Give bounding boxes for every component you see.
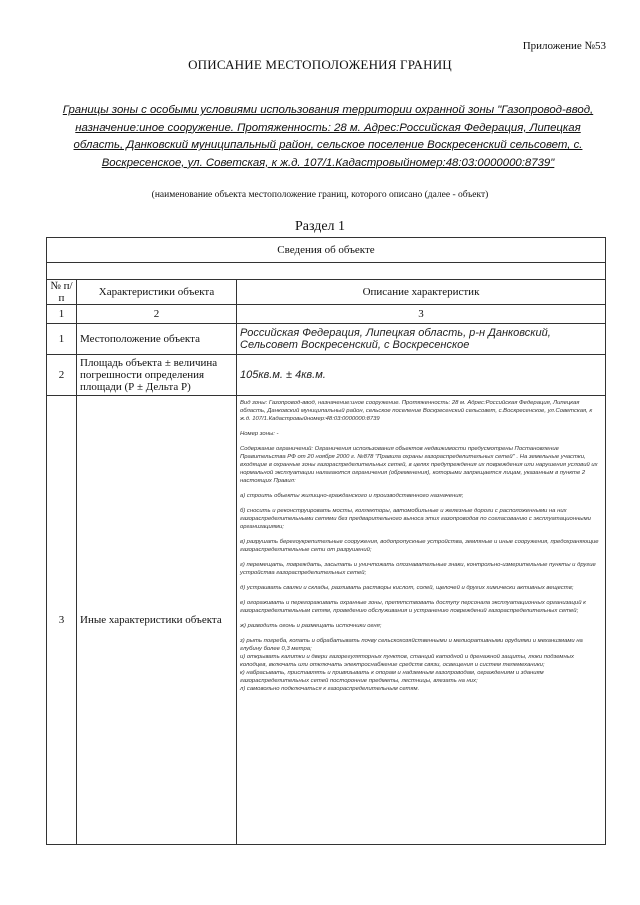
restriction-item-k: к) набрасывать, приставлять и привязывать к опорам и надземным газопроводам, ограждениям и зданиям газораспределительных сетей посторонние предметы, лестницы, влезать на них; — [240, 670, 544, 684]
restriction-item-i: и) открывать калитки и двери газорегуляторных пунктов, станций катодной и дренажной защиты, люки подземных колодцев, включать или отключать электроснабжение средств связи, освещения и систем телемеханики; — [240, 654, 574, 668]
row-characteristic: Площадь объекта ± величина погрешности определения площади (Р ± Дельта Р) — [77, 355, 237, 396]
column-number-1: 1 — [47, 305, 77, 324]
row-number: 3 — [47, 396, 77, 845]
column-number-3: 3 — [237, 305, 606, 324]
annex-number: Приложение №53 — [522, 40, 606, 52]
restrictions-paragraph: Содержание ограничений: Ограничения использования объектов недвижимости предусмотрены Постановление Правительства РФ от 20 ноября 2000 г. №878 "Правила охраны газораспределительных сетей" . На земельные участки, входящие в охранные зоны газораспределительных сетей, в целях предупреждения их повреждения или нарушения условий их нормальной эксплуатации налагаются ограничения (обременения), которыми запрещается лицам, указанным в пункте 2 настоящих Правил: — [240, 446, 598, 484]
zone-type-paragraph: Вид зоны: Газопровод-ввод, назначение:иное сооружение. Протяженность: 28 м. Адрес:Российская Федерация, Липецкая область, Данковский муниципальный район, сельское поселение Воскресенский сельсовет, с.Воскресенское, ул.Советская, к ж.д. 107/1.Кадастровыйномер:48:03:0000000:8739 — [240, 400, 593, 422]
restriction-item-e: е) огораживать и перегораживать охранные зоны, препятствовать доступу персонала эксплуатационных организаций к газораспределительным сетям, проведению обслуживания и устранению повреждений газораспределительных сетей; — [240, 600, 586, 614]
table-blank-row — [47, 263, 606, 280]
row-number: 2 — [47, 355, 77, 396]
column-header-description: Описание характеристик — [237, 280, 606, 305]
restriction-item-zh: ж) разводить огонь и размещать источники огня; — [240, 623, 382, 629]
document-title: ОПИСАНИЕ МЕСТОПОЛОЖЕНИЯ ГРАНИЦ — [188, 57, 452, 72]
object-name-note: (наименование объекта местоположение границ, которого описано (далее - объект) — [151, 190, 489, 200]
restriction-item-g: г) перемещать, повреждать, засыпать и уничтожать опознавательные знаки, контрольно-измерительные пункты и другие устройства газораспределительных сетей; — [240, 562, 596, 576]
object-info-table — [46, 237, 606, 845]
row-area-value: 105кв.м. ± 4кв.м. — [237, 355, 606, 396]
table-row — [47, 355, 606, 396]
table-row — [47, 396, 606, 845]
row-location-value: Российская Федерация, Липецкая область, р-н Данковский, Сельсовет Воскресенский, с Воскресенское — [237, 324, 606, 355]
row-characteristic: Местоположение объекта — [77, 324, 237, 355]
restriction-item-z: з) рыть погреба, копать и обрабатывать почву сельскохозяйственными и мелиоративными орудиями и механизмами на глубину более 0,3 метра; — [240, 638, 583, 652]
table-header: Сведения об объекте — [47, 238, 606, 263]
column-number-2: 2 — [77, 305, 237, 324]
zone-number-paragraph: Номер зоны: - — [240, 431, 279, 437]
section-title: Раздел 1 — [294, 219, 346, 234]
restriction-item-v: в) разрушать берегоукрепительные сооружения, водопропускные устройства, земляные и иные сооружения, предохраняющие газораспределительные сети от разрушений; — [240, 539, 599, 553]
restriction-item-a: а) строить объекты жилищно-гражданского и производственного назначения; — [240, 493, 464, 499]
restriction-item-b: б) сносить и реконструировать мосты, коллекторы, автомобильные и железные дороги с расположенными на них газораспределительными сетями без предварительного выноса этих газопроводов по согласованию с эксплуатационными организациями; — [240, 508, 591, 530]
table-row — [47, 324, 606, 355]
restriction-item-d: д) устраивать свалки и склады, разливать растворы кислот, солей, щелочей и других химически активных веществ; — [240, 585, 574, 591]
row-number: 1 — [47, 324, 77, 355]
column-header-number: № п/п — [47, 280, 77, 305]
row-characteristic: Иные характеристики объекта — [77, 396, 237, 845]
restriction-item-l: л) самовольно подключаться к газораспределительным сетям. — [240, 686, 420, 692]
zone-description: Границы зоны с особыми условиями использования территории охранной зоны "Газопровод-ввод, назначение:иное сооружение. Протяженность: 28 м. Адрес:Российская Федерация, Липецкая область, Данковский муниципальный район, сельское поселение Воскресенский сельсовет, с. Воскресенское, ул. Советская, к ж.д. 107/1.Кадастровыйномер:48:03:0000000:8739" — [62, 104, 594, 169]
column-header-characteristic: Характеристики объекта — [77, 280, 237, 305]
row-other-characteristics — [237, 396, 606, 845]
